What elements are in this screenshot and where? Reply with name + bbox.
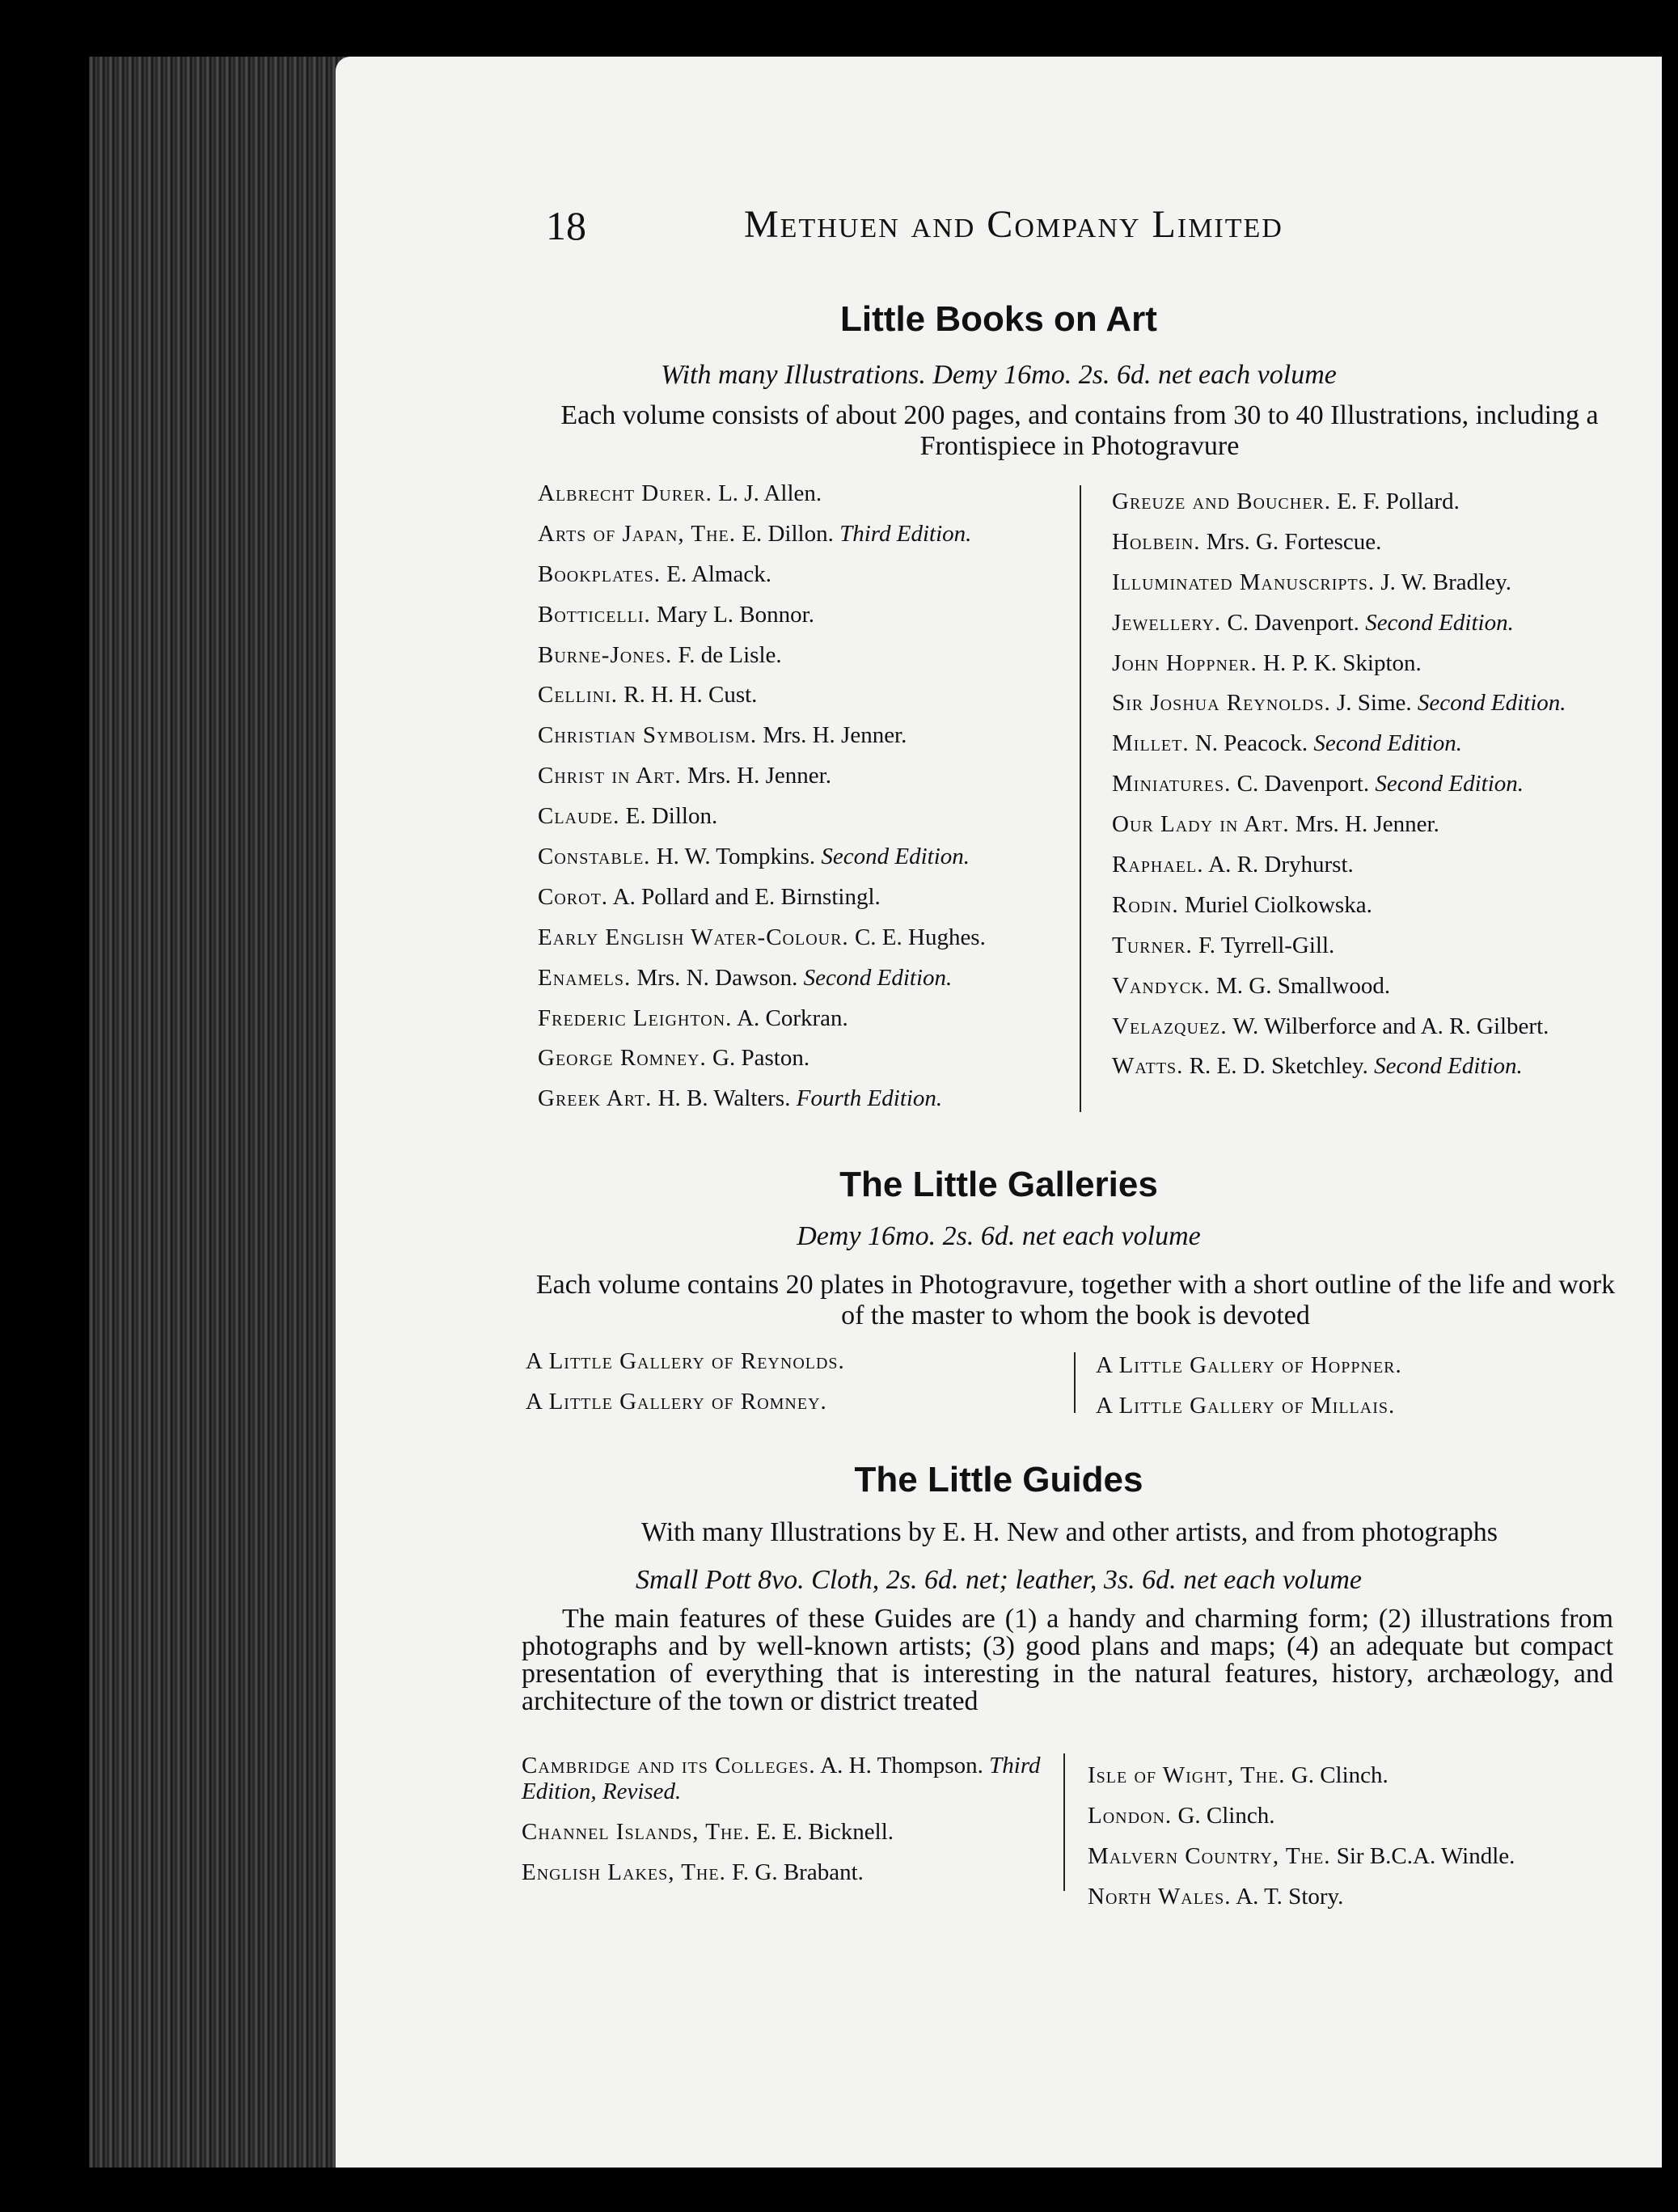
- section1-column-divider: [1080, 485, 1081, 1112]
- list-item: Holbein. Mrs. G. Fortescue.: [1112, 528, 1382, 555]
- list-item: Albrecht Durer. L. J. Allen.: [538, 480, 822, 506]
- section1-description: Each volume consists of about 200 pages, and contains from 30 to 40 Illustrations, including a Frontispiece in Photogravure: [560, 400, 1599, 461]
- section2-left-column: [526, 1349, 1051, 1430]
- section1-subtitle: With many Illustrations. Demy 16mo. 2s. 6d. net each volume: [661, 360, 1337, 390]
- list-item: London. G. Clinch.: [1088, 1802, 1275, 1829]
- list-item: Bookplates. E. Almack.: [538, 560, 771, 587]
- list-item: Watts. R. E. D. Sketchley. Second Edition.: [1112, 1053, 1523, 1080]
- list-item: Cellini. R. H. H. Cust.: [538, 682, 758, 708]
- section3-line1: With many Illustrations by E. H. New and other artists, and from photographs: [640, 1517, 1498, 1547]
- section2-title: The Little Galleries: [839, 1165, 1158, 1204]
- list-item: A Little Gallery of Millais.: [1096, 1392, 1396, 1419]
- list-item: Burne-Jones. F. de Lisle.: [538, 641, 782, 668]
- section2-column-divider: [1074, 1352, 1076, 1413]
- list-item: Channel Islands, The. E. E. Bicknell.: [522, 1818, 894, 1845]
- list-item: Frederic Leighton. A. Corkran.: [538, 1004, 848, 1031]
- section1-right-column: [1112, 489, 1638, 1094]
- list-item: Jewellery. C. Davenport. Second Edition.: [1112, 609, 1514, 636]
- section2-right-column: [1096, 1353, 1629, 1434]
- list-item: George Romney. G. Paston.: [538, 1045, 810, 1072]
- list-item: Constable. H. W. Tompkins. Second Edition.: [538, 844, 970, 870]
- list-item: Christ in Art. Mrs. H. Jenner.: [538, 763, 831, 789]
- list-item: Christian Symbolism. Mrs. H. Jenner.: [538, 722, 907, 749]
- list-item: Isle of Wight, The. G. Clinch.: [1088, 1762, 1388, 1788]
- list-item: Malvern Country, The. Sir B.C.A. Windle.: [1088, 1842, 1515, 1869]
- section2-description: Each volume contains 20 plates in Photogravure, together with a short outline of the life and work of the master to whom the book is devoted: [535, 1270, 1616, 1330]
- list-item: Sir Joshua Reynolds. J. Sime. Second Edition.: [1112, 690, 1566, 717]
- section3-features: The main features of these Guides are (1) a handy and charming form; (2) illustrations from photographs and by well-known artists; (3) good plans and maps; (4) an adequate but compact presentation of everything that is interesting in the natural features, history, archæology, and architecture of the town or district treated: [522, 1604, 1613, 1716]
- list-item: Illuminated Manuscripts. J. W. Bradley.: [1112, 569, 1511, 595]
- section3-title: The Little Guides: [854, 1460, 1143, 1499]
- list-item: Miniatures. C. Davenport. Second Edition.: [1112, 771, 1524, 797]
- list-item: Early English Water-Colour. C. E. Hughes.: [538, 924, 986, 950]
- list-item: English Lakes, The. F. G. Brabant.: [522, 1859, 864, 1885]
- list-item: Cambridge and its Colleges. A. H. Thompson. Third Edition, Revised.: [522, 1753, 1041, 1804]
- list-item: Enamels. Mrs. N. Dawson. Second Edition.: [538, 964, 953, 991]
- list-item: Greek Art. H. B. Walters. Fourth Edition.: [538, 1085, 943, 1112]
- section1-title: Little Books on Art: [840, 299, 1157, 339]
- section1-left-column: [538, 481, 1063, 1127]
- list-item: Our Lady in Art. Mrs. H. Jenner.: [1112, 811, 1439, 838]
- publisher-name: Methuen and Company Limited: [744, 203, 1283, 246]
- page-header: [546, 202, 1625, 251]
- list-item: Rodin. Muriel Ciolkowska.: [1112, 891, 1372, 918]
- list-item: A Little Gallery of Hoppner.: [1096, 1352, 1402, 1378]
- page-number: 18: [546, 203, 586, 248]
- list-item: John Hoppner. H. P. K. Skipton.: [1112, 649, 1422, 676]
- section3-right-column: [1088, 1763, 1621, 1925]
- list-item: Velazquez. W. Wilberforce and A. R. Gilbert.: [1112, 1013, 1549, 1039]
- section3-column-divider: [1063, 1753, 1065, 1891]
- list-item: Vandyck. M. G. Smallwood.: [1112, 972, 1391, 999]
- list-item: A Little Gallery of Romney.: [526, 1388, 827, 1415]
- list-item: Corot. A. Pollard and E. Birnstingl.: [538, 883, 881, 910]
- section3-left-column: [522, 1753, 1047, 1901]
- list-item: Greuze and Boucher. E. F. Pollard.: [1112, 489, 1460, 514]
- section3-line2: Small Pott 8vo. Cloth, 2s. 6d. net; leather, 3s. 6d. net each volume: [635, 1565, 1363, 1595]
- list-item: North Wales. A. T. Story.: [1088, 1883, 1344, 1910]
- list-item: Botticelli. Mary L. Bonnor.: [538, 601, 814, 628]
- section2-subtitle: Demy 16mo. 2s. 6d. net each volume: [797, 1221, 1201, 1251]
- list-item: Turner. F. Tyrrell-Gill.: [1112, 932, 1335, 958]
- list-item: Claude. E. Dillon.: [538, 803, 718, 830]
- list-item: Arts of Japan, The. E. Dillon. Third Edition.: [538, 520, 972, 547]
- list-item: Raphael. A. R. Dryhurst.: [1112, 852, 1354, 878]
- list-item: A Little Gallery of Reynolds.: [526, 1348, 845, 1374]
- list-item: Millet. N. Peacock. Second Edition.: [1112, 730, 1463, 757]
- book-fore-edge: [89, 57, 356, 2168]
